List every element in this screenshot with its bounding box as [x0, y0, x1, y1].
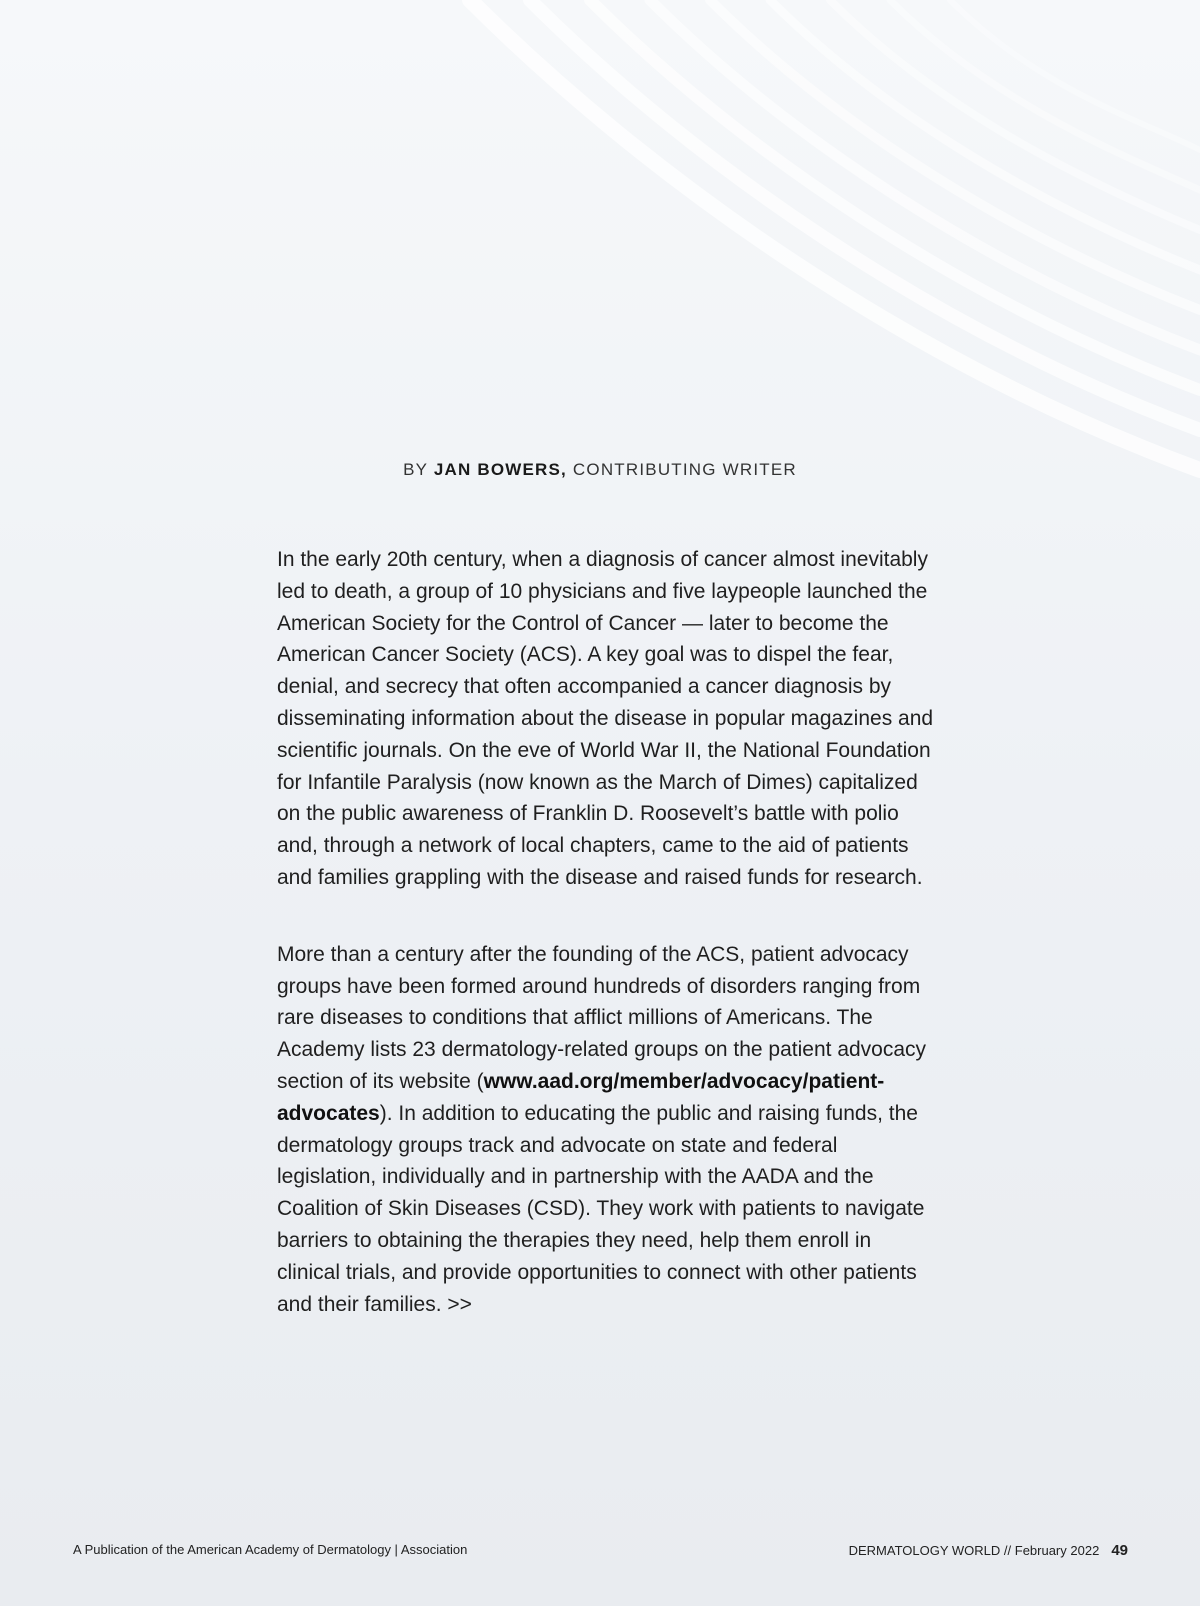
article-body: [277, 544, 937, 1320]
article-paragraph: In the early 20th century, when a diagnosis of cancer almost inevitably led to death, a group of 10 physicians and five laypeople launched the American Society for the Control of Cancer — later to become the American Cancer Society (ACS). A key goal was to dispel the fear, denial, and secrecy that often accompanied a cancer diagnosis by disseminating information about the disease in popular magazines and scientific journals. On the eve of World War II, the National Foundation for Infantile Paralysis (now known as the March of Dimes) capitalized on the public awareness of Franklin D. Roosevelt’s battle with polio and, through a network of local chapters, came to the aid of patients and families grappling with the disease and raised funds for research.: [277, 548, 934, 889]
page-footer: [73, 1542, 1128, 1562]
background-arcs: [0, 0, 1200, 520]
page-number: 49: [1111, 1542, 1128, 1559]
advocacy-url-link[interactable]: www.aad.org/member/advocacy/patient-advocates: [277, 1069, 885, 1125]
paragraph-text: More than a century after the founding of the ACS, patient advocacy groups have been formed around hundreds of disorders ranging from rare diseases to conditions that afflict millions of Americans. The Academy lists 23 dermatology-related groups on the patient advocacy section of its website (: [277, 942, 927, 1093]
footer-publisher: A Publication of the American Academy of Dermatology | Association: [73, 1542, 468, 1557]
byline: [0, 460, 1200, 480]
byline-author: JAN BOWERS,: [433, 460, 567, 479]
article-paragraph: [277, 939, 937, 1321]
byline-prefix: BY: [403, 460, 428, 479]
footer-issue: DERMATOLOGY WORLD // February 2022: [848, 1543, 1100, 1558]
byline-role: CONTRIBUTING WRITER: [572, 460, 797, 479]
footer-issue-info: [849, 1542, 1128, 1559]
paragraph-text: ). In addition to educating the public and raising funds, the dermatology groups track and advocate on state and federal legislation, individually and in partnership with the AADA and the Coalition of Skin Diseases (CSD). They work with patients to navigate barriers to obtaining the therapies they need, help them enroll in clinical trials, and provide opportunities to connect with other patients and their families. >>: [277, 1101, 925, 1316]
